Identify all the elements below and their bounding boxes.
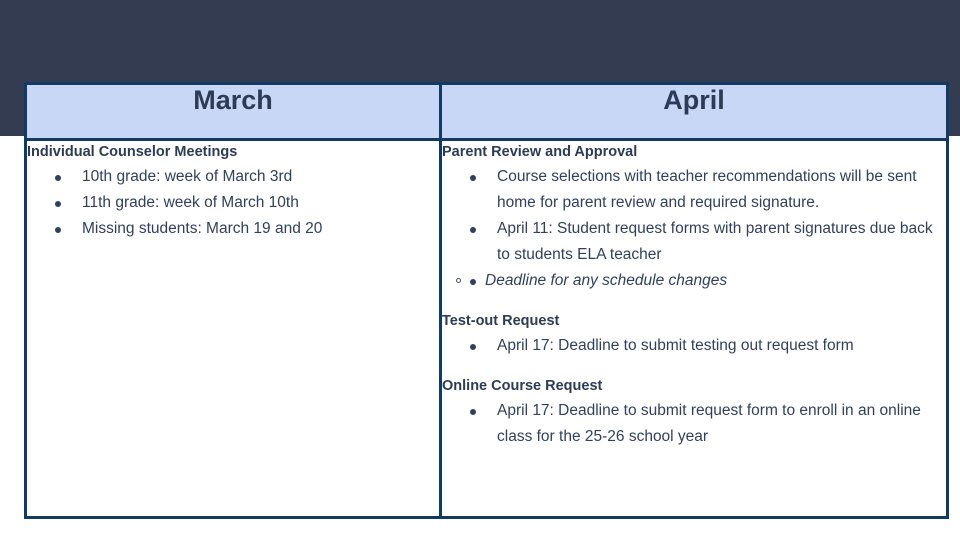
column-header-march: [26, 84, 441, 140]
april-content: [442, 141, 946, 450]
bullet-list: [442, 398, 946, 450]
sub-bullet-list: [442, 268, 946, 294]
timeline-table: [24, 82, 949, 519]
section-heading: Test-out Request: [442, 313, 560, 329]
bullet-list: [27, 164, 439, 242]
bullet-item: April 17: Deadline to submit request form to enroll in an online class for the 25-26 school year: [442, 398, 946, 450]
bullet-item: April 17: Deadline to submit testing out request form: [442, 333, 946, 359]
section-heading: Online Course Request: [442, 378, 603, 394]
content-section: [442, 310, 946, 359]
sub-bullet-item: Deadline for any schedule changes: [442, 268, 946, 294]
bullet-item: April 11: Student request forms with parent signatures due back to students ELA teacher: [442, 216, 946, 268]
bullet-item: 10th grade: week of March 3rd: [27, 164, 439, 190]
column-body-april: [441, 140, 948, 518]
bullet-item: Course selections with teacher recommendations will be sent home for parent review and required signature.: [442, 164, 946, 216]
column-header-april: [441, 84, 948, 140]
bullet-item: Missing students: March 19 and 20: [27, 216, 439, 242]
column-body-march: [26, 140, 441, 518]
content-section: [442, 375, 946, 450]
table-body-row: [26, 140, 948, 518]
section-heading: Parent Review and Approval: [442, 144, 638, 160]
section-heading: Individual Counselor Meetings: [27, 144, 238, 160]
content-section: [27, 141, 439, 242]
bullet-item: 11th grade: week of March 10th: [27, 190, 439, 216]
table-header-row: [26, 84, 948, 140]
sub-bullet-wrapper: [442, 268, 946, 294]
month-label: March: [193, 85, 273, 115]
bullet-list: [442, 333, 946, 359]
march-content: [27, 141, 439, 242]
content-section: [442, 141, 946, 294]
bullet-list: [442, 164, 946, 294]
month-label: April: [663, 85, 725, 115]
